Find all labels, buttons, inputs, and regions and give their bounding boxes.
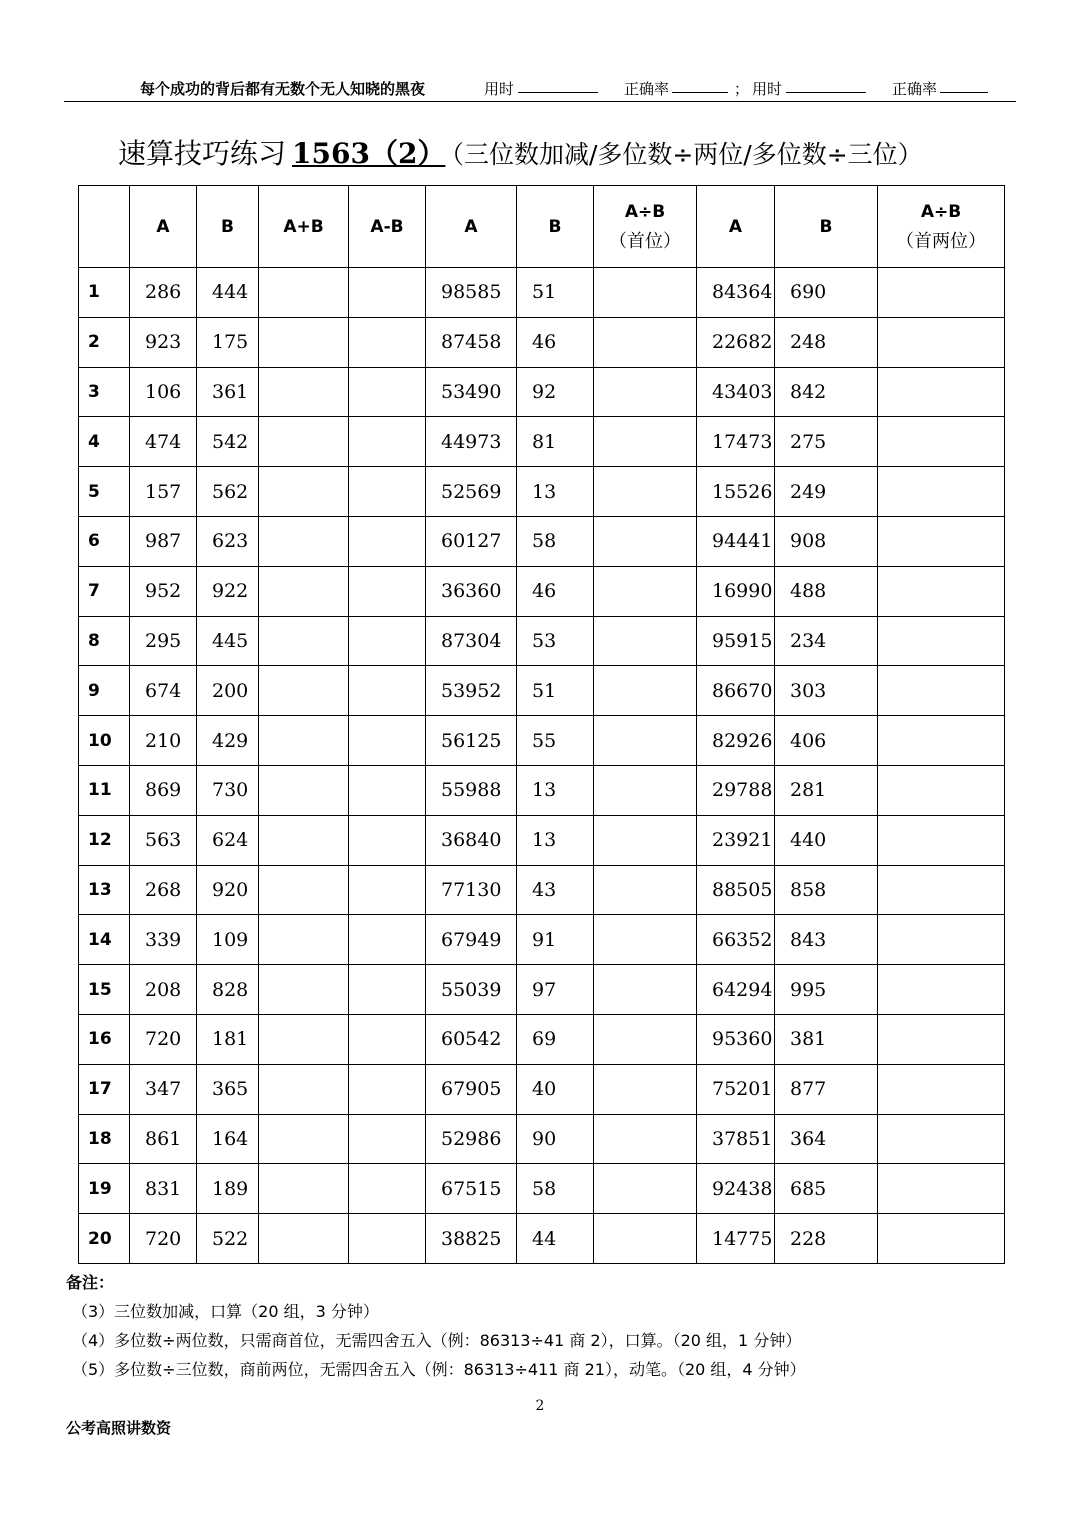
cell-b2: 92 <box>517 367 594 417</box>
time-blank-1[interactable] <box>518 78 598 93</box>
answer-div3-cell[interactable] <box>878 965 1005 1015</box>
cell-b2: 90 <box>517 1114 594 1164</box>
cell-b2: 46 <box>517 566 594 616</box>
header-b3: B <box>775 186 878 268</box>
answer-div3-cell[interactable] <box>878 516 1005 566</box>
cell-b3: 488 <box>775 566 878 616</box>
cell-a3: 14775 <box>697 1214 775 1264</box>
answer-sum-cell[interactable] <box>259 915 349 965</box>
accuracy-blank-1[interactable] <box>672 78 728 93</box>
cell-b3: 690 <box>775 268 878 318</box>
cell-b3: 406 <box>775 716 878 766</box>
answer-div2-cell[interactable] <box>594 1114 697 1164</box>
cell-b3: 248 <box>775 317 878 367</box>
cell-a2: 67949 <box>426 915 517 965</box>
answer-sum-cell[interactable] <box>259 268 349 318</box>
table-row <box>79 965 1005 1015</box>
answer-div3-cell[interactable] <box>878 317 1005 367</box>
answer-div2-cell[interactable] <box>594 616 697 666</box>
answer-div3-cell[interactable] <box>878 616 1005 666</box>
cell-a1: 286 <box>130 268 197 318</box>
cell-a2: 55039 <box>426 965 517 1015</box>
cell-a2: 44973 <box>426 417 517 467</box>
answer-div2-cell[interactable] <box>594 1214 697 1264</box>
answer-diff-cell[interactable] <box>349 1064 426 1114</box>
answer-div2-cell[interactable] <box>594 716 697 766</box>
accuracy-label-1: 正确率 <box>624 80 670 98</box>
answer-sum-cell[interactable] <box>259 1014 349 1064</box>
answer-div2-cell[interactable] <box>594 1164 697 1214</box>
cell-b2: 51 <box>517 666 594 716</box>
cell-a2: 52569 <box>426 467 517 517</box>
cell-a1: 952 <box>130 566 197 616</box>
cell-b2: 55 <box>517 716 594 766</box>
table-row <box>79 815 1005 865</box>
answer-div2-cell[interactable] <box>594 417 697 467</box>
row-index: 11 <box>79 765 130 815</box>
header-sum: A+B <box>259 186 349 268</box>
cell-a2: 38825 <box>426 1214 517 1264</box>
cell-b2: 53 <box>517 616 594 666</box>
note-line: （3）三位数加减，口算（20 组，3 分钟） <box>72 1302 379 1321</box>
answer-diff-cell[interactable] <box>349 1114 426 1164</box>
table-row <box>79 467 1005 517</box>
cell-b2: 81 <box>517 417 594 467</box>
cell-b1: 200 <box>197 666 259 716</box>
row-index: 15 <box>79 965 130 1015</box>
answer-sum-cell[interactable] <box>259 765 349 815</box>
row-index: 1 <box>79 268 130 318</box>
answer-sum-cell[interactable] <box>259 1064 349 1114</box>
answer-sum-cell[interactable] <box>259 616 349 666</box>
answer-div3-cell[interactable] <box>878 367 1005 417</box>
answer-div3-cell[interactable] <box>878 915 1005 965</box>
answer-div3-cell[interactable] <box>878 268 1005 318</box>
cell-a2: 36840 <box>426 815 517 865</box>
row-index: 6 <box>79 516 130 566</box>
table-row <box>79 317 1005 367</box>
cell-b1: 181 <box>197 1014 259 1064</box>
answer-sum-cell[interactable] <box>259 516 349 566</box>
cell-a1: 563 <box>130 815 197 865</box>
header-a3: A <box>697 186 775 268</box>
answer-div3-cell[interactable] <box>878 716 1005 766</box>
cell-b2: 43 <box>517 865 594 915</box>
answer-sum-cell[interactable] <box>259 1214 349 1264</box>
table-row <box>79 666 1005 716</box>
answer-sum-cell[interactable] <box>259 566 349 616</box>
cell-b3: 877 <box>775 1064 878 1114</box>
table-row <box>79 865 1005 915</box>
cell-b1: 730 <box>197 765 259 815</box>
cell-a3: 43403 <box>697 367 775 417</box>
cell-b2: 97 <box>517 965 594 1015</box>
answer-div3-cell[interactable] <box>878 1064 1005 1114</box>
cell-a3: 86670 <box>697 666 775 716</box>
answer-div2-cell[interactable] <box>594 367 697 417</box>
cell-a3: 88505 <box>697 865 775 915</box>
answer-div3-cell[interactable] <box>878 1014 1005 1064</box>
cell-b2: 44 <box>517 1214 594 1264</box>
answer-diff-cell[interactable] <box>349 1164 426 1214</box>
notes-section <box>66 1268 806 1384</box>
cell-a3: 82926 <box>697 716 775 766</box>
answer-diff-cell[interactable] <box>349 965 426 1015</box>
cell-b1: 444 <box>197 268 259 318</box>
answer-div2-cell[interactable] <box>594 865 697 915</box>
row-index: 9 <box>79 666 130 716</box>
cell-b2: 51 <box>517 268 594 318</box>
title-main: 速算技巧练习 <box>118 137 287 170</box>
table-row <box>79 915 1005 965</box>
row-index: 5 <box>79 467 130 517</box>
header-a2: A <box>426 186 517 268</box>
cell-a3: 84364 <box>697 268 775 318</box>
header-diff: A-B <box>349 186 426 268</box>
cell-b1: 562 <box>197 467 259 517</box>
answer-div2-cell[interactable] <box>594 317 697 367</box>
answer-sum-cell[interactable] <box>259 417 349 467</box>
cell-b3: 281 <box>775 765 878 815</box>
answer-div2-cell[interactable] <box>594 965 697 1015</box>
cell-a1: 861 <box>130 1114 197 1164</box>
cell-a3: 22682 <box>697 317 775 367</box>
cell-a3: 17473 <box>697 417 775 467</box>
answer-div3-cell[interactable] <box>878 1214 1005 1264</box>
cell-b1: 624 <box>197 815 259 865</box>
answer-div3-cell[interactable] <box>878 417 1005 467</box>
cell-a2: 53490 <box>426 367 517 417</box>
table-row <box>79 367 1005 417</box>
cell-b2: 46 <box>517 317 594 367</box>
cell-a3: 29788 <box>697 765 775 815</box>
cell-b3: 228 <box>775 1214 878 1264</box>
answer-div3-cell[interactable] <box>878 467 1005 517</box>
header-div2-label: A÷B <box>624 201 666 222</box>
header-a1: A <box>130 186 197 268</box>
cell-b2: 58 <box>517 1164 594 1214</box>
cell-a1: 720 <box>130 1014 197 1064</box>
header-rule <box>64 101 1016 102</box>
row-index: 8 <box>79 616 130 666</box>
header-div3-note: （首两位） <box>896 230 986 252</box>
answer-diff-cell[interactable] <box>349 516 426 566</box>
row-index: 20 <box>79 1214 130 1264</box>
cell-a1: 295 <box>130 616 197 666</box>
table-row <box>79 516 1005 566</box>
answer-div3-cell[interactable] <box>878 765 1005 815</box>
answer-diff-cell[interactable] <box>349 268 426 318</box>
cell-b3: 303 <box>775 666 878 716</box>
table-header-row <box>79 186 1005 268</box>
cell-b3: 249 <box>775 467 878 517</box>
cell-a1: 157 <box>130 467 197 517</box>
cell-a1: 720 <box>130 1214 197 1264</box>
cell-a1: 347 <box>130 1064 197 1114</box>
table-row <box>79 616 1005 666</box>
cell-b3: 381 <box>775 1014 878 1064</box>
header-separator: ； <box>734 80 750 98</box>
cell-b3: 234 <box>775 616 878 666</box>
answer-div2-cell[interactable] <box>594 566 697 616</box>
worksheet-header <box>64 76 1016 102</box>
table-body <box>79 268 1005 1264</box>
answer-div3-cell[interactable] <box>878 666 1005 716</box>
cell-b1: 828 <box>197 965 259 1015</box>
answer-sum-cell[interactable] <box>259 865 349 915</box>
time-blank-2[interactable] <box>786 78 866 93</box>
cell-a3: 92438 <box>697 1164 775 1214</box>
cell-b3: 842 <box>775 367 878 417</box>
answer-sum-cell[interactable] <box>259 815 349 865</box>
note-line: （5）多位数÷三位数，商前两位，无需四舍五入（例：86313÷411 商 21），动笔。（20 组，4 分钟） <box>72 1360 806 1379</box>
cell-a1: 923 <box>130 317 197 367</box>
answer-div2-cell[interactable] <box>594 467 697 517</box>
cell-b1: 920 <box>197 865 259 915</box>
cell-a3: 66352 <box>697 915 775 965</box>
answer-diff-cell[interactable] <box>349 467 426 517</box>
cell-b1: 361 <box>197 367 259 417</box>
answer-diff-cell[interactable] <box>349 1014 426 1064</box>
row-index: 7 <box>79 566 130 616</box>
cell-a3: 64294 <box>697 965 775 1015</box>
page-title <box>118 132 923 172</box>
answer-div3-cell[interactable] <box>878 1114 1005 1164</box>
cell-a3: 16990 <box>697 566 775 616</box>
cell-b2: 69 <box>517 1014 594 1064</box>
cell-a2: 60127 <box>426 516 517 566</box>
answer-diff-cell[interactable] <box>349 716 426 766</box>
row-index: 4 <box>79 417 130 467</box>
title-code: 1563（2） <box>292 137 446 170</box>
cell-a2: 55988 <box>426 765 517 815</box>
cell-b3: 858 <box>775 865 878 915</box>
cell-a2: 36360 <box>426 566 517 616</box>
cell-a2: 98585 <box>426 268 517 318</box>
cell-a2: 67905 <box>426 1064 517 1114</box>
notes-heading: 备注： <box>66 1273 115 1292</box>
cell-a3: 15526 <box>697 467 775 517</box>
row-index: 16 <box>79 1014 130 1064</box>
row-index: 3 <box>79 367 130 417</box>
cell-a3: 75201 <box>697 1064 775 1114</box>
answer-sum-cell[interactable] <box>259 367 349 417</box>
practice-table <box>78 185 1005 1264</box>
table-row <box>79 765 1005 815</box>
answer-diff-cell[interactable] <box>349 367 426 417</box>
answer-diff-cell[interactable] <box>349 865 426 915</box>
header-div2 <box>594 186 697 268</box>
accuracy-label-2: 正确率 <box>892 80 938 98</box>
cell-b1: 623 <box>197 516 259 566</box>
cell-a3: 95360 <box>697 1014 775 1064</box>
header-div3-label: A÷B <box>920 201 962 222</box>
cell-a3: 37851 <box>697 1114 775 1164</box>
cell-a2: 52986 <box>426 1114 517 1164</box>
page-number: 2 <box>535 1398 545 1414</box>
cell-a3: 94441 <box>697 516 775 566</box>
answer-diff-cell[interactable] <box>349 1214 426 1264</box>
cell-b3: 364 <box>775 1114 878 1164</box>
answer-div2-cell[interactable] <box>594 765 697 815</box>
cell-b3: 275 <box>775 417 878 467</box>
cell-b1: 164 <box>197 1114 259 1164</box>
answer-div2-cell[interactable] <box>594 268 697 318</box>
answer-diff-cell[interactable] <box>349 815 426 865</box>
cell-b1: 922 <box>197 566 259 616</box>
header-div2-note: （首位） <box>609 230 681 252</box>
answer-div3-cell[interactable] <box>878 815 1005 865</box>
answer-diff-cell[interactable] <box>349 317 426 367</box>
table-row <box>79 1114 1005 1164</box>
cell-b2: 13 <box>517 467 594 517</box>
answer-div2-cell[interactable] <box>594 915 697 965</box>
table-row <box>79 1214 1005 1264</box>
row-index: 14 <box>79 915 130 965</box>
answer-sum-cell[interactable] <box>259 965 349 1015</box>
cell-b1: 109 <box>197 915 259 965</box>
cell-b2: 40 <box>517 1064 594 1114</box>
cell-b3: 843 <box>775 915 878 965</box>
cell-a3: 95915 <box>697 616 775 666</box>
answer-div3-cell[interactable] <box>878 566 1005 616</box>
row-index: 18 <box>79 1114 130 1164</box>
cell-b1: 189 <box>197 1164 259 1214</box>
time-label-2: 用时 <box>752 80 783 98</box>
cell-a2: 67515 <box>426 1164 517 1214</box>
answer-diff-cell[interactable] <box>349 616 426 666</box>
table-row <box>79 566 1005 616</box>
table-row <box>79 716 1005 766</box>
answer-sum-cell[interactable] <box>259 716 349 766</box>
table-row <box>79 1014 1005 1064</box>
cell-b1: 445 <box>197 616 259 666</box>
cell-b2: 13 <box>517 815 594 865</box>
row-index: 19 <box>79 1164 130 1214</box>
answer-div3-cell[interactable] <box>878 865 1005 915</box>
title-subtitle: （三位数加减/多位数÷两位/多位数÷三位） <box>451 140 923 169</box>
cell-a1: 474 <box>130 417 197 467</box>
cell-a1: 210 <box>130 716 197 766</box>
cell-a2: 53952 <box>426 666 517 716</box>
table-row <box>79 1064 1005 1114</box>
cell-b2: 13 <box>517 765 594 815</box>
table-row <box>79 417 1005 467</box>
header-b2: B <box>517 186 594 268</box>
cell-b3: 908 <box>775 516 878 566</box>
cell-a1: 987 <box>130 516 197 566</box>
cell-a1: 674 <box>130 666 197 716</box>
cell-b1: 522 <box>197 1214 259 1264</box>
cell-b1: 175 <box>197 317 259 367</box>
row-index: 12 <box>79 815 130 865</box>
cell-b3: 995 <box>775 965 878 1015</box>
cell-b2: 91 <box>517 915 594 965</box>
motto-text: 每个成功的背后都有无数个无人知晓的黑夜 <box>140 80 426 98</box>
cell-a1: 339 <box>130 915 197 965</box>
accuracy-blank-2[interactable] <box>940 78 988 93</box>
row-index: 13 <box>79 865 130 915</box>
row-index: 17 <box>79 1064 130 1114</box>
cell-b3: 685 <box>775 1164 878 1214</box>
answer-sum-cell[interactable] <box>259 317 349 367</box>
table-row <box>79 1164 1005 1214</box>
answer-diff-cell[interactable] <box>349 666 426 716</box>
answer-div2-cell[interactable] <box>594 1064 697 1114</box>
answer-diff-cell[interactable] <box>349 915 426 965</box>
cell-a2: 60542 <box>426 1014 517 1064</box>
row-index: 10 <box>79 716 130 766</box>
cell-a2: 56125 <box>426 716 517 766</box>
cell-a1: 268 <box>130 865 197 915</box>
answer-div3-cell[interactable] <box>878 1164 1005 1214</box>
cell-a2: 87458 <box>426 317 517 367</box>
header-div3 <box>878 186 1005 268</box>
cell-b1: 429 <box>197 716 259 766</box>
answer-sum-cell[interactable] <box>259 1164 349 1214</box>
answer-div2-cell[interactable] <box>594 516 697 566</box>
note-line: （4）多位数÷两位数，只需商首位，无需四舍五入（例：86313÷41 商 2），口算。（20 组，1 分钟） <box>72 1331 802 1350</box>
cell-a1: 831 <box>130 1164 197 1214</box>
row-index: 2 <box>79 317 130 367</box>
answer-sum-cell[interactable] <box>259 666 349 716</box>
header-index <box>79 186 130 268</box>
answer-diff-cell[interactable] <box>349 566 426 616</box>
header-b1: B <box>197 186 259 268</box>
answer-sum-cell[interactable] <box>259 467 349 517</box>
cell-a1: 869 <box>130 765 197 815</box>
cell-b1: 365 <box>197 1064 259 1114</box>
cell-a1: 208 <box>130 965 197 1015</box>
cell-b1: 542 <box>197 417 259 467</box>
cell-b2: 58 <box>517 516 594 566</box>
answer-diff-cell[interactable] <box>349 765 426 815</box>
answer-div2-cell[interactable] <box>594 666 697 716</box>
answer-sum-cell[interactable] <box>259 1114 349 1164</box>
answer-div2-cell[interactable] <box>594 1014 697 1064</box>
cell-a1: 106 <box>130 367 197 417</box>
cell-a2: 87304 <box>426 616 517 666</box>
cell-a3: 23921 <box>697 815 775 865</box>
time-label-1: 用时 <box>484 80 515 98</box>
cell-b3: 440 <box>775 815 878 865</box>
footer-text: 公考高照讲数资 <box>66 1419 172 1437</box>
answer-div2-cell[interactable] <box>594 815 697 865</box>
table-row <box>79 268 1005 318</box>
answer-diff-cell[interactable] <box>349 417 426 467</box>
cell-a2: 77130 <box>426 865 517 915</box>
